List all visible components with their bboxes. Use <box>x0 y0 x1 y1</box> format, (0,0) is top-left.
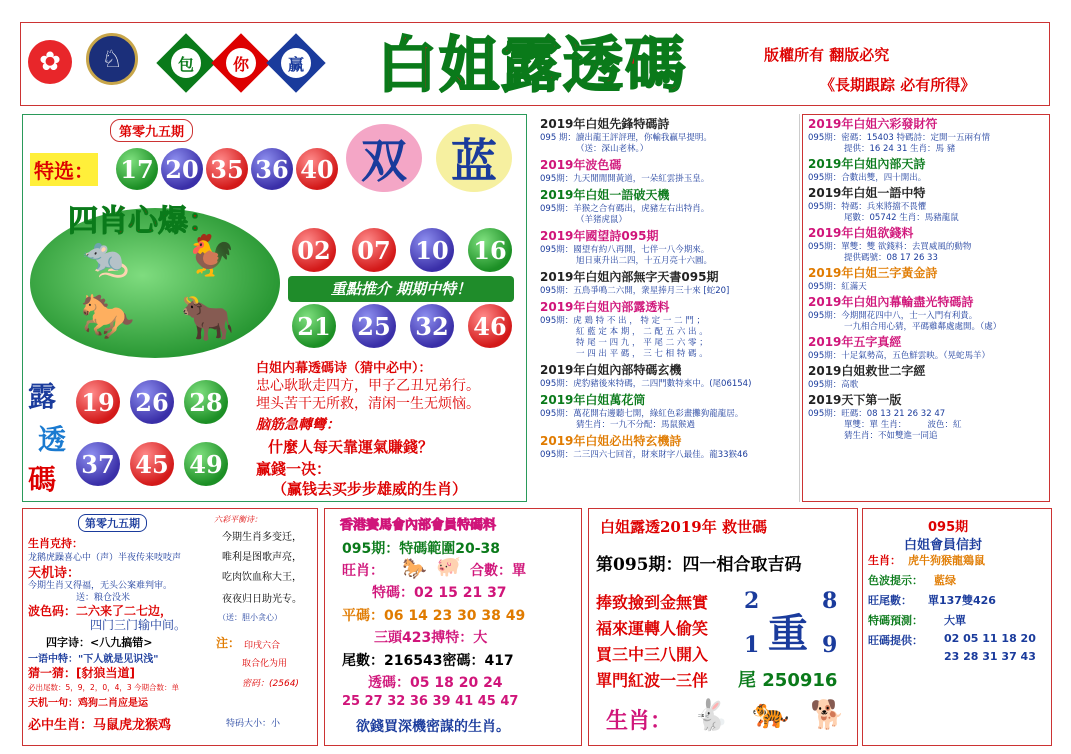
b3-line-2: 福來運轉人偷笑 <box>596 619 709 638</box>
special-ball-5: 40 <box>296 148 338 190</box>
recommend-banner: 重點推介 期期中特！ <box>288 276 514 302</box>
b3-n4: 9 <box>822 632 838 658</box>
rooster-icon: 🐓 <box>186 233 236 279</box>
b2-p9: 25 27 32 36 39 41 45 47 <box>342 694 519 709</box>
mid-line: （羊猪虎鼠） <box>576 215 628 225</box>
right-line: 尾數：05742 生肖：馬豬龍鼠 <box>844 213 959 223</box>
zhu-label: 注： <box>216 636 241 650</box>
b4-l1b: 虎牛狗猴龍鶏鼠 <box>908 554 985 567</box>
ox-icon: 🐂 <box>180 293 235 344</box>
special-ball-1: 17 <box>116 148 158 190</box>
four2-ball-3: 32 <box>410 304 454 348</box>
right-heading: 2019天下第一版 <box>808 393 902 407</box>
right-heading: 2019白姐救世二字經 <box>808 364 926 378</box>
mid-heading: 2019年白姐內部無字天書095期 <box>540 270 719 284</box>
diamond-ying-text: 赢 <box>281 48 311 78</box>
rat-icon: 🐀 <box>82 235 130 279</box>
right-line: 提供碼號：08 17 26 33 <box>844 253 938 263</box>
mid-heading: 2019年白姐必出特玄機詩 <box>540 434 682 448</box>
four-ball-2: 07 <box>352 228 396 272</box>
right-heading: 2019年白姐一語中特 <box>808 186 926 200</box>
b1-item-4: 今期生肖又得福，无头公案难判审。 <box>28 581 173 591</box>
mid-line: 095期：二三四六七回首，財來財字八最佳。龍33猴46 <box>540 450 748 460</box>
diamond-bao-text: 包 <box>171 48 201 78</box>
right-heading: 2019年白姐三字黃金詩 <box>808 266 938 280</box>
six-line-3: 吃肉饮血称大王， <box>222 572 302 583</box>
win-title: 赢錢一决： <box>256 460 332 478</box>
b3-title: 白姐露透2019年 救世碼 <box>600 518 767 536</box>
b1-item-12: 天机一句：鸡狗二肖应是运 <box>28 698 148 709</box>
mid-line: 猜生肖：一九不分配：馬鼠猴過 <box>576 420 696 430</box>
b2-p2: 旺肖： <box>342 563 384 579</box>
b3-n2: 8 <box>822 588 838 614</box>
b1-item-10: 猜一猜：[豺狼当道] <box>28 666 135 680</box>
right-heading: 2019年白姐內幕輪盡光特碼詩 <box>808 295 974 309</box>
pig-small-icon: 🐖 <box>436 554 461 578</box>
mid-line: 095期：萬花開右邊聽七開，綠紅色彩畫攤狗龍龍居。 <box>540 409 744 419</box>
four-ball-4: 16 <box>468 228 512 272</box>
brain-title: 脑筋急轉彎： <box>256 417 340 433</box>
six-line-4: 夜夜归日助光专。 <box>222 594 302 605</box>
mid-line: 095期：虎 鶏 特 不 出 ， 特 定 一 二 門 ； <box>540 316 705 326</box>
right-line: 095期：紅滿天 <box>808 282 867 292</box>
rabbit-icon: 🐇 <box>692 698 730 733</box>
right-line: 一九相合用心猜，平碼雞鄰處處開。（處） <box>844 322 1002 332</box>
right-heading: 2019年五字真經 <box>808 335 902 349</box>
b2-p8: 透碼：05 18 20 24 <box>368 675 503 691</box>
lan-badge: 蓝 <box>436 124 512 192</box>
lou-ball-3: 28 <box>184 380 228 424</box>
mid-line: 095期：虎豹豬後來特碼，二四門數特來中。(尾06154) <box>540 379 752 389</box>
mid-heading: 2019年波色碼 <box>540 158 622 172</box>
zhu-line-1: 印戌六合 <box>244 641 281 651</box>
lou-ball-2: 26 <box>130 380 174 424</box>
b2-p4: 特碼：02 15 21 37 <box>372 585 507 601</box>
right-heading: 2019年白姐欲錢料 <box>808 226 914 240</box>
zhu-line-3: 密码：(2564) <box>242 679 299 689</box>
b2-p6: 三頭423搏特：大 <box>374 630 488 646</box>
b3-wei: 尾 250916 <box>738 670 838 691</box>
b3-line-1: 捧致撿到金無實 <box>596 593 709 612</box>
left-issue: 第零九五期 <box>110 119 193 142</box>
special-ball-3: 35 <box>206 148 248 190</box>
mid-heading: 2019年白姐一語破天機 <box>540 188 670 202</box>
tema-size: 特码大小：小 <box>226 719 281 729</box>
dog-icon: 🐕 <box>810 698 845 731</box>
b1-item-9: 一语中特："下人就是见识浅" <box>28 654 159 665</box>
brain-question: 什麼人每天靠運氣賺錢？ <box>268 438 434 456</box>
six-line-2: 唯利是图歌声亮， <box>222 552 302 563</box>
main-title: 白姐露透碼 <box>377 31 687 101</box>
b3-head: 第095期：四一相合取吉码 <box>596 555 802 575</box>
four-ball-1: 02 <box>292 228 336 272</box>
four-ball-3: 10 <box>410 228 454 272</box>
b3-line-3: 買三中三八開入 <box>596 645 709 664</box>
right-line: 095期：高歌 <box>808 380 859 390</box>
tou-char: 透 <box>38 423 67 456</box>
mid-heading: 2019年白姐內部露透料 <box>540 300 670 314</box>
six-title: 六彩平衡诗： <box>214 515 262 524</box>
b2-p10: 欲錢買深機密謀的生肖。 <box>356 719 510 735</box>
b1-item-7: 四门三门输中间。 <box>90 618 187 632</box>
mid-heading: 2019年白姐內部特碼玄機 <box>540 363 682 377</box>
b4-title: 白姐會員信封 <box>904 538 983 553</box>
mid-line: 095期：五鳥爭鳴二六開，衆星捧月三十來 [蛇20] <box>540 286 730 296</box>
right-line: 095期：單雙：雙 欲錢料：去買威風的動物 <box>808 242 972 252</box>
mid-line: 095期：國望有約八再開，七伴一八今期來。 <box>540 245 710 255</box>
b4-l5a: 旺碼提供： <box>868 634 923 647</box>
b4-l2a: 色波提示： <box>868 574 923 587</box>
mid-line: 一 四 出 平 碼 ， 三 七 相 特 碼 。 <box>576 349 708 359</box>
b4-issue: 095期 <box>928 520 969 535</box>
four2-ball-4: 46 <box>468 304 512 348</box>
b3-shengxiao: 生肖： <box>606 708 673 734</box>
b2-title: 香港賽馬會內部會員特碼料 <box>340 518 497 533</box>
right-line: 095期：旺碼：08 13 21 26 32 47 <box>808 409 946 419</box>
b2-p5: 平碼：06 14 23 30 38 49 <box>342 608 526 624</box>
right-line: 095期：密碼：15403 特碼詩：定開一五兩有情 <box>808 133 990 143</box>
sixiao-title: 四肖心爆： <box>68 204 218 239</box>
right-heading: 2019年白姐六彩發財符 <box>808 117 938 131</box>
right-line: 提供：16 24 31 生肖：馬 豬 <box>844 144 956 154</box>
b4-l3b: 單137雙426 <box>928 594 996 607</box>
mid-heading: 2019年白姐先鋒特碼詩 <box>540 117 670 131</box>
right-line: 單雙：單 生肖： 波色：紅 <box>844 420 962 430</box>
mid-heading: 2019年國望詩095期 <box>540 229 659 243</box>
mid-line: 紅 藍 定 本 期 ， 二 配 五 六 出 。 <box>576 327 708 337</box>
b4-l3a: 旺尾數： <box>868 594 912 607</box>
poem-line-1: 忠心耿耿走四方，甲子乙丑兄弟行。 <box>256 378 480 394</box>
special-ball-4: 36 <box>251 148 293 190</box>
hk-flag-icon: ✿ <box>28 40 72 84</box>
shuang-badge: 双 <box>346 124 422 192</box>
right-line: 095期：特碼：兵來將擋不畏懼 <box>808 202 927 212</box>
b1-item-2: 龙鹅虎躁喜心中（声）半夜传来吱吱声 <box>28 553 182 563</box>
poem-title: 白姐内幕透碼诗（猜中必中）： <box>256 361 432 376</box>
ma-char: 碼 <box>28 463 57 496</box>
tiger-icon: 🐅 <box>752 696 790 731</box>
ma-ball-2: 45 <box>130 442 174 486</box>
b1-item-5: 送：粮仓没米 <box>76 593 131 603</box>
copyright: 版權所有 翻版必究 <box>764 46 890 64</box>
b3-n1: 2 <box>744 588 760 614</box>
right-line: 095期：今期開花四中八，士一入門有利貴。 <box>808 311 978 321</box>
six-line-1: 今期生肖多变迁， <box>222 532 302 543</box>
right-line: 猜生肖：不如雙進一同追 <box>844 431 938 441</box>
b1-issue: 第零九五期 <box>78 514 147 532</box>
horse-icon: 🐎 <box>80 291 135 342</box>
ma-ball-3: 49 <box>184 442 228 486</box>
b4-l4a: 特碼預測： <box>868 614 923 627</box>
b1-item-1: 生肖克持： <box>28 537 83 550</box>
mid-line: （送：深山老林。） <box>576 144 649 154</box>
b3-n3: 1 <box>744 632 760 658</box>
lou-ball-1: 19 <box>76 380 120 424</box>
b4-l5b: 02 05 11 18 20 <box>944 632 1036 645</box>
special-label: 特选： <box>30 153 98 186</box>
b4-l6: 23 28 31 37 43 <box>944 650 1036 663</box>
mid-heading: 2019年白姐萬花筒 <box>540 393 646 407</box>
b1-item-3: 天机诗： <box>28 566 81 581</box>
mid-line: 095期：羊猴之合有碼出，虎豬左右出特肖。 <box>540 204 710 214</box>
special-ball-2: 20 <box>161 148 203 190</box>
right-heading: 2019年白姐內部天詩 <box>808 157 926 171</box>
b1-item-6: 波色码：二六来了二七边， <box>28 604 173 618</box>
b3-zhong: 重 <box>768 610 808 657</box>
right-line: 095期：合數出雙，四十開出。 <box>808 173 927 183</box>
poem-line-2: 埋头苦干无所救，清闲一生无烦恼。 <box>256 396 480 412</box>
mid-line: 095 期：讀出龍王評評理，你輸我贏早提明。 <box>540 133 712 143</box>
b2-p7: 尾數：216543密碼：417 <box>342 653 514 669</box>
six-line-5: （送：胆小贪心） <box>218 613 282 622</box>
ma-ball-1: 37 <box>76 442 120 486</box>
b1-item-13: 必中生肖：马鼠虎龙猴鸡 <box>28 718 172 733</box>
horse-small-icon: 🐎 <box>402 556 427 580</box>
mid-line: 特 尾 一 四 九 ， 平 尾 二 六 零 ； <box>576 338 708 348</box>
slogan: 《長期跟踪 必有所得》 <box>820 76 976 94</box>
zhu-line-2: 取合化为用 <box>242 659 288 669</box>
horse-club-logo-icon: ♘ <box>86 33 138 85</box>
b4-l1a: 生肖： <box>868 554 901 567</box>
four2-ball-2: 25 <box>352 304 396 348</box>
lou-char: 露 <box>28 380 57 413</box>
diamond-ni-text: 你 <box>226 48 256 78</box>
b2-p3: 合數：單 <box>470 563 526 579</box>
mid-line: 旭日東升出二四，十五月亮十六圓。 <box>576 256 713 266</box>
right-line: 095期：十足氣勢高，五色鮮雲映。（晃蛇馬羊） <box>808 351 990 361</box>
b1-item-11: 必出尾数：5，9，2，0，4，3 今期合数：单 <box>28 683 180 692</box>
b3-line-4: 單門紅波一三伴 <box>596 671 709 690</box>
four2-ball-1: 21 <box>292 304 336 348</box>
mid-line: 095期：九天閒閒開黃道，一朵紅雲掛玉皇。 <box>540 174 710 184</box>
b2-p1: 095期：特碼範圍20-38 <box>342 541 500 557</box>
b1-item-8: 四字诗：<八九搞错> <box>46 636 153 649</box>
b4-l2b: 藍绿 <box>934 574 956 587</box>
b4-l4b: 大單 <box>944 614 966 627</box>
win-text: （赢钱去买步步雄威的生肖） <box>272 480 468 498</box>
